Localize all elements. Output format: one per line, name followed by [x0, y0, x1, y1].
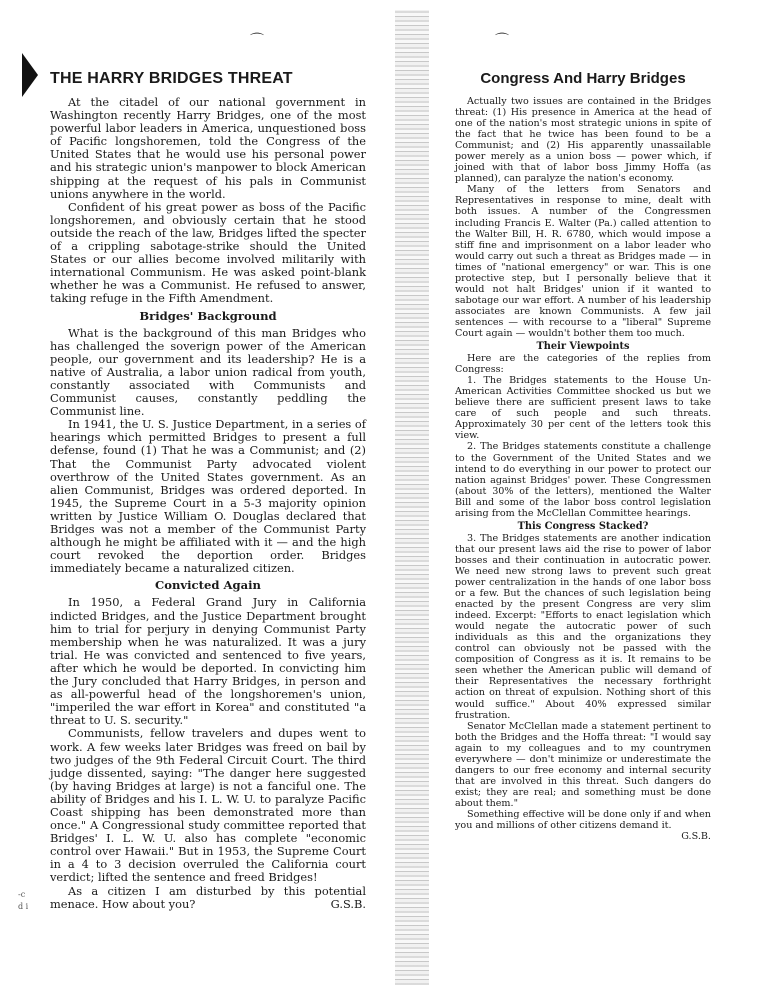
- paragraph: In 1941, the U. S. Justice Department, in a series of hearings which permitted Bridges to present a full defense, found (1) That he was a Communist; and (2) That the Communist Party advocated violent overthrow of the United States government. As an alien Communist, Bridges was ordered deported. In 1945, the Supreme Court in a 5-3 majority opinion written by Justice William O. Douglas declared that Bridges was not a member of the Communist Party although he might be affiliated with it — and the high court revoked the deportion order. Bridges immediately became a naturalized citizen.: [50, 417, 366, 576]
- right-article-body: [455, 96, 711, 842]
- paragraph: Many of the letters from Senators and Representatives in response to mine, dealt with both issues. A number of the Congressmen including Francis E. Walter (Pa.) called attention to the Walter Bill, H. R. 6780, which would impose a stiff fine and imprisonment on a labor leader who would carry out such a threat as Bridges made — in times of "national emergency" or war. This is one protective step, but I personally believe that it would not halt Bridges' union if it wanted to sabotage our war effort. A number of his leadership associates are known Communists. A few jail sentences — with recourse to a "liberal" Supreme Court again — wouldn't bother them too much.: [455, 184, 711, 339]
- page-mark-right: ⌒: [495, 33, 509, 49]
- left-article-title: THE HARRY BRIDGES THREAT: [50, 70, 293, 87]
- paragraph: Confident of his great power as boss of the Pacific longshoremen, and obviously certain that he stood outside the reach of the law, Bridges lifted the specter of a crippling sabotage-strike should the United States or our allies become involved militarily with international Communism. He was asked point-blank whether he was a Communist. He refused to answer, taking refuge in the Fifth Amendment.: [50, 199, 366, 306]
- paragraph: At the citadel of our national government in Washington recently Harry Bridges, one of the most powerful labor leaders in America, unquestioned boss of Pacific longshoremen, told the Congress of the United States that he would use his personal power and his strategic union's manpower to block American shipping at the request of his pals in Communist unions anywhere in the world.: [50, 95, 366, 201]
- right-article-title: Congress And Harry Bridges: [480, 70, 686, 87]
- arrow-marker-icon: [22, 53, 38, 97]
- section-heading: Their Viewpoints: [536, 341, 630, 353]
- left-article-body: [50, 96, 366, 911]
- paragraph: Senator McClellan made a statement pertinent to both the Bridges and the Hoffa threat: "I would say again to my colleagues and to my countrymen everywhere — don't minimize or underestimate the dangers to our free economy and internal security that are involved in this threat. Such dangers do exist; they are real; and something must be done about them.": [455, 720, 711, 809]
- closing-text: As a citizen I am disturbed by this potential menace. How about you?: [50, 883, 366, 911]
- paragraph: Here are the categories of the replies from Congress:: [455, 353, 711, 376]
- closing-text: Something effective will be done only if and when you and millions of other citizens demand it.: [455, 809, 711, 832]
- paragraph: Communists, fellow travelers and dupes went to work. A few weeks later Bridges was freed on bail by two judges of the 9th Federal Circuit Court. The third judge dissented, saying: "The danger here suggested (by having Bridges at large) is not a fanciful one. The ability of Bridges and his I. L. W. U. to paralyze Pacific Coast shipping has been demonstrated more than once." A Congressional study committee reported that Bridges' I. L. W. U. also has complete "economic control over Hawaii." But in 1953, the Supreme Court in a 4 to 3 decision overruled the California court verdict; lifted the sentence and freed Bridges!: [50, 726, 366, 885]
- section-heading: Convicted Again: [155, 578, 261, 593]
- paragraph-closing: [455, 809, 711, 843]
- paragraph-closing: [50, 885, 366, 911]
- section-heading: Bridges' Background: [139, 308, 277, 323]
- signature: G.S.B.: [681, 831, 711, 843]
- paragraph: Actually two issues are contained in the Bridges threat: (1) His presence in America at the head of one of the nation's most strategic unions in spite of the fact that he twice has been found to be a Communist; and (2) His apparently unassailable power merely as a union boss — power which, if joined with that of labor boss Jimmy Hoffa (as planned), can paralyze the nation's economy.: [455, 96, 711, 185]
- page-mark-left: ⌒: [250, 33, 264, 49]
- margin-mark: d i: [18, 902, 29, 911]
- binding-gutter: [395, 10, 429, 985]
- paragraph: In 1950, a Federal Grand Jury in California indicted Bridges, and the Justice Department brought him to trial for perjury in denying Communist Party membership when he was naturalized. It was a jury trial. He was convicted and sentenced to five years, after which he would be deported. In convicting him the Jury concluded that Harry Bridges, in person and as all-powerful head of the longshoremen's union, "imperiled the war effort in Korea" and constituted "a threat to U. S. security.": [50, 595, 366, 728]
- section-heading: This Congress Stacked?: [517, 520, 649, 532]
- paragraph: What is the background of this man Bridges who has challenged the soverign power of the American people, our government and its leadership? He is a native of Australia, a labor union radical from youth, constantly associated with Communists and Communist causes, constantly peddling the Communist line.: [50, 325, 366, 419]
- paragraph: 1. The Bridges statements to the House Un-American Activities Committee shocked us but we believe there are sufficient present laws to take care of such people and such threats. Approximately 30 per cent of the letters took this view.: [455, 375, 711, 442]
- signature: G.S.B.: [330, 896, 366, 911]
- margin-mark: -c: [18, 890, 26, 899]
- paragraph: 2. The Bridges statements constitute a challenge to the Government of the United States and we intend to do everything in our power to protect our nation against Bridges' power. These Congressmen (about 30% of the letters), mentioned the Walter Bill and some of the labor boss control legislation arising from the McClellan Committee hearings.: [455, 441, 711, 519]
- paragraph: 3. The Bridges statements are another indication that our present laws aid the rise to power of labor bosses and their continuation in autocratic power. We need new strong laws to prevent such great power centralization in the hands of one labor boss or a few. But the chances of such legislation being enacted by the present Congress are very slim indeed. Excerpt: "Efforts to enact legislation which would negate the autocratic power of such individuals as this and the organizations they control can obviously not be passed with the composition of Congress as it is. It remains to be seen whether the American public will demand of their Representatives the necessary forthright action on threat of expulsion. Nothing short of this would suffice." About 40% expressed similar frustration.: [455, 532, 711, 721]
